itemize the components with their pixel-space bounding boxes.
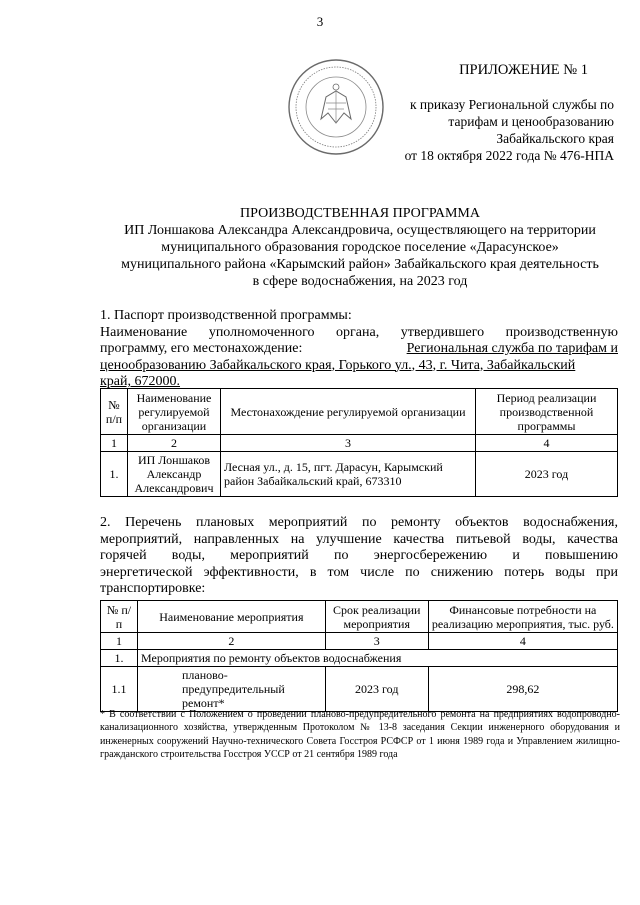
table-cell: 298,62 (428, 667, 617, 712)
table-cell: 2023 год (476, 452, 618, 497)
section1-line (100, 341, 618, 358)
order-line: тарифам и ценообразованию (448, 114, 614, 129)
word: органа, (336, 324, 380, 340)
line-text: горячей воды, мероприятий по энергосбережению и повышению (100, 548, 618, 563)
column-number: 3 (221, 435, 476, 452)
word: Наименование (100, 324, 188, 340)
order-reference (364, 96, 614, 164)
word: утвердившего (400, 324, 485, 340)
table-group-row (101, 650, 618, 667)
order-line: к приказу Региональной службы по (409, 97, 614, 112)
column-number: 1 (101, 435, 128, 452)
line-text: мероприятий, направленных на улучшение качества питьевой воды, качества (100, 531, 618, 547)
section2 (100, 515, 618, 598)
table-header: Наименование мероприятия (138, 601, 326, 633)
page-number: 3 (316, 14, 324, 29)
section2-line (100, 548, 618, 565)
table-row (101, 452, 618, 497)
table-header: Финансовые потребности на реализацию мероприятия, тыс. руб. (428, 601, 617, 633)
order-line: от 18 октября 2022 года № 476-НПА (404, 148, 614, 163)
line-text: энергетической эффективности, в том числе по снижению потерь воды при (100, 564, 618, 580)
word: производственную (505, 324, 618, 340)
column-number: 4 (476, 435, 618, 452)
organization-table (100, 388, 618, 497)
section2-line: транспортировке: (100, 581, 206, 596)
activities-table (100, 600, 618, 712)
section1-heading: 1. Паспорт производственной программы: (100, 308, 352, 323)
table-cell: 1. (101, 650, 138, 667)
section1-line (100, 325, 618, 342)
order-line: Забайкальского края (496, 131, 614, 146)
document-title (100, 205, 620, 290)
appendix-heading: ПРИЛОЖЕНИЕ № 1 (459, 62, 588, 78)
title-line: муниципального образования городское поселение «Дарасунское» (161, 240, 559, 255)
column-number: 2 (128, 435, 221, 452)
title-line: ИП Лоншакова Александра Александровича, осуществляющего на территории (124, 223, 596, 238)
table-cell: 1.1 (101, 667, 138, 712)
table-cell: Мероприятия по ремонту объектов водоснабжения (138, 650, 618, 667)
authority-address: ценообразованию Забайкальского края, Горького ул., 43, г. Чита, Забайкальский (100, 357, 576, 373)
table-cell: Лесная ул., д. 15, пгт. Дарасун, Карымский район Забайкальский край, 673310 (221, 452, 476, 497)
authority-address: Региональная служба по тарифам и (406, 341, 618, 356)
table-header: Срок реализации мероприятия (325, 601, 428, 633)
table-cell: ИП Лоншаков Александр Александрович (128, 452, 221, 497)
table-cell: планово-предупредительный ремонт* (138, 667, 326, 712)
section1 (100, 308, 618, 391)
column-number: 2 (138, 633, 326, 650)
line-text: 2. Перечень плановых мероприятий по ремонту объектов водоснабжения, (100, 515, 618, 530)
title-line: муниципального района «Карымский район» Забайкальского края деятельность (121, 257, 599, 272)
table-header: Местонахождение регулируемой организации (221, 389, 476, 435)
footnote: * В соответствии с Положением о проведении планово-предупредительного ремонта на предприятиях водопроводно-канализационного хозяйства, утвержденным Протоколом № 13-8 заседания Секции инженерного оборудования и инженерных сооружений Научно-технического Совета Госстроя РСФСР от 1 июня 1989 года и Управлением жилищно-гражданского строительства Госстроя УССР от 21 сентября 1989 года (100, 709, 620, 760)
column-number: 1 (101, 633, 138, 650)
line-prefix: программу, его местонахождение: (100, 341, 303, 356)
table-row (101, 667, 618, 712)
section2-line (100, 515, 618, 532)
table-header: № п/п (101, 389, 128, 435)
table-header: Наименование регулируемой организации (128, 389, 221, 435)
word: уполномоченного (208, 324, 315, 340)
table-header: Период реализации производственной программы (476, 389, 618, 435)
section2-line (100, 532, 618, 549)
column-number: 3 (325, 633, 428, 650)
authority-address: край, 672000. (100, 374, 181, 389)
column-number: 4 (428, 633, 617, 650)
table-header: № п/п (101, 601, 138, 633)
table-cell: 1. (101, 452, 128, 497)
title-line: в сфере водоснабжения, на 2023 год (252, 274, 468, 289)
section2-line (100, 565, 618, 582)
title-line: ПРОИЗВОДСТВЕННАЯ ПРОГРАММА (240, 206, 480, 221)
table-cell: 2023 год (325, 667, 428, 712)
